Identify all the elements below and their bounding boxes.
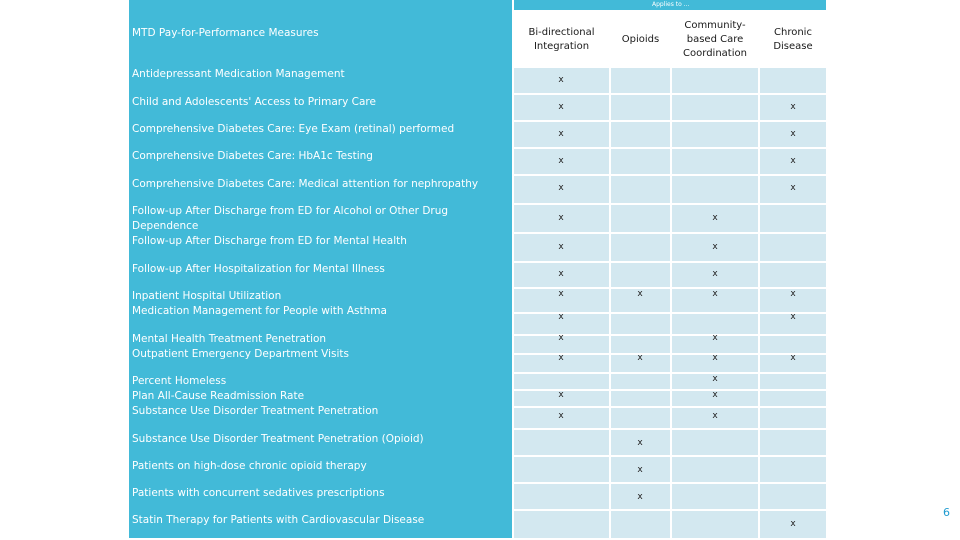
measure-label: Follow-up After Discharge from ED for Mental Health: [132, 235, 407, 247]
measure-label: Mental Health Treatment Penetration: [132, 333, 327, 345]
measure-label: Follow-up After Discharge from ED for Alcohol or Other Drug: [132, 205, 449, 217]
x-mark: x: [790, 312, 796, 322]
column-header-line: Coordination: [683, 48, 747, 59]
grid-cell: [514, 484, 609, 509]
x-mark: x: [558, 390, 564, 400]
x-mark: x: [558, 102, 564, 112]
grid-cell: [760, 484, 826, 509]
grid-cell: [760, 336, 826, 353]
x-mark: x: [558, 411, 564, 421]
x-mark: x: [790, 519, 796, 529]
grid-cell: [611, 374, 670, 389]
x-mark: x: [712, 289, 718, 299]
column-header-line: Chronic: [774, 27, 812, 38]
column-header-line: Opioids: [621, 34, 660, 45]
grid-cell: [611, 408, 670, 428]
measure-label: Substance Use Disorder Treatment Penetration: [132, 405, 379, 417]
measure-label: Substance Use Disorder Treatment Penetration (Opioid): [132, 433, 424, 445]
grid-cell: [760, 391, 826, 406]
measure-label: Comprehensive Diabetes Care: HbA1c Testing: [132, 150, 373, 162]
grid-cell: [672, 314, 758, 334]
grid-cell: [514, 511, 609, 538]
x-mark: x: [558, 183, 564, 193]
x-mark: x: [637, 492, 643, 502]
column-header-line: Community-: [684, 20, 746, 31]
x-mark: x: [712, 353, 718, 363]
measure-label: Outpatient Emergency Department Visits: [132, 348, 350, 360]
grid-cell: [514, 374, 609, 389]
grid-cell: [760, 205, 826, 232]
x-mark: x: [790, 156, 796, 166]
column-header-bi: [514, 26, 609, 54]
x-mark: x: [637, 438, 643, 448]
measure-label: Dependence: [132, 220, 199, 232]
x-mark: x: [558, 129, 564, 139]
column-header-op: [611, 33, 670, 47]
x-mark: x: [790, 129, 796, 139]
column-header-cd: [760, 26, 826, 54]
grid-cell: [672, 149, 758, 174]
measure-label: Plan All-Cause Readmission Rate: [132, 390, 305, 402]
grid-cell: [672, 430, 758, 455]
grid-cell: [611, 391, 670, 406]
measure-label: Percent Homeless: [132, 375, 227, 387]
grid-cell: [672, 122, 758, 147]
grid-cell: [611, 149, 670, 174]
measure-label: Patients with concurrent sedatives prescriptions: [132, 487, 385, 499]
grid-cell: [760, 408, 826, 428]
table-title: MTD Pay-for-Performance Measures: [132, 27, 319, 39]
x-mark: x: [712, 242, 718, 252]
grid-cell: [514, 457, 609, 482]
grid-cell: [760, 68, 826, 93]
x-mark: x: [558, 333, 564, 343]
x-mark: x: [558, 156, 564, 166]
grid-cell: [611, 205, 670, 232]
grid-cell: [611, 336, 670, 353]
x-mark: x: [712, 390, 718, 400]
x-mark: x: [712, 333, 718, 343]
measure-label: Inpatient Hospital Utilization: [132, 290, 282, 302]
grid-cell: [611, 263, 670, 287]
column-header-line: Integration: [533, 41, 590, 52]
grid-cell: [672, 511, 758, 538]
grid-cell: [760, 234, 826, 261]
x-mark: x: [712, 213, 718, 223]
x-mark: x: [558, 353, 564, 363]
x-mark: x: [558, 289, 564, 299]
grid-cell: [611, 68, 670, 93]
column-header-line: Disease: [773, 41, 813, 52]
measure-label: Medication Management for People with Asthma: [132, 305, 387, 317]
x-mark: x: [558, 269, 564, 279]
column-header-line: based Care: [686, 34, 744, 45]
grid-cell: [672, 68, 758, 93]
grid-cell: [611, 314, 670, 334]
x-mark: x: [558, 242, 564, 252]
x-mark: x: [712, 269, 718, 279]
x-mark: x: [790, 353, 796, 363]
measure-label: Antidepressant Medication Management: [132, 68, 345, 80]
grid-cell: [760, 263, 826, 287]
x-mark: x: [558, 75, 564, 85]
measure-label: Child and Adolescents' Access to Primary Care: [132, 96, 376, 108]
grid-cell: [611, 176, 670, 203]
measure-label: Comprehensive Diabetes Care: Medical attention for nephropathy: [132, 178, 479, 190]
applies-to-label: Applies to ...: [652, 1, 690, 8]
measure-label: Comprehensive Diabetes Care: Eye Exam (retinal) performed: [132, 123, 455, 135]
grid-cell: [611, 95, 670, 120]
grid-cell: [672, 95, 758, 120]
x-mark: x: [558, 312, 564, 322]
x-mark: x: [637, 465, 643, 475]
x-mark: x: [790, 183, 796, 193]
x-mark: x: [712, 411, 718, 421]
x-mark: x: [637, 353, 643, 363]
grid-cell: [672, 176, 758, 203]
x-mark: x: [712, 374, 718, 384]
grid-cell: [611, 511, 670, 538]
grid-cell: [672, 457, 758, 482]
grid-cell: [672, 484, 758, 509]
x-mark: x: [558, 213, 564, 223]
column-header-cbc: [672, 19, 758, 61]
grid-cell: [611, 234, 670, 261]
measure-label: Patients on high-dose chronic opioid therapy: [132, 460, 367, 472]
grid-cell: [611, 122, 670, 147]
x-mark: x: [637, 289, 643, 299]
grid-cell: [760, 457, 826, 482]
grid-cell: [760, 374, 826, 389]
page-number: 6: [943, 506, 950, 519]
column-header-line: Bi-directional: [528, 27, 595, 38]
x-mark: x: [790, 289, 796, 299]
measure-label: Follow-up After Hospitalization for Mental Illness: [132, 263, 385, 275]
grid-cell: [760, 430, 826, 455]
x-mark: x: [790, 102, 796, 112]
measure-label: Statin Therapy for Patients with Cardiovascular Disease: [132, 514, 425, 526]
grid-cell: [514, 430, 609, 455]
